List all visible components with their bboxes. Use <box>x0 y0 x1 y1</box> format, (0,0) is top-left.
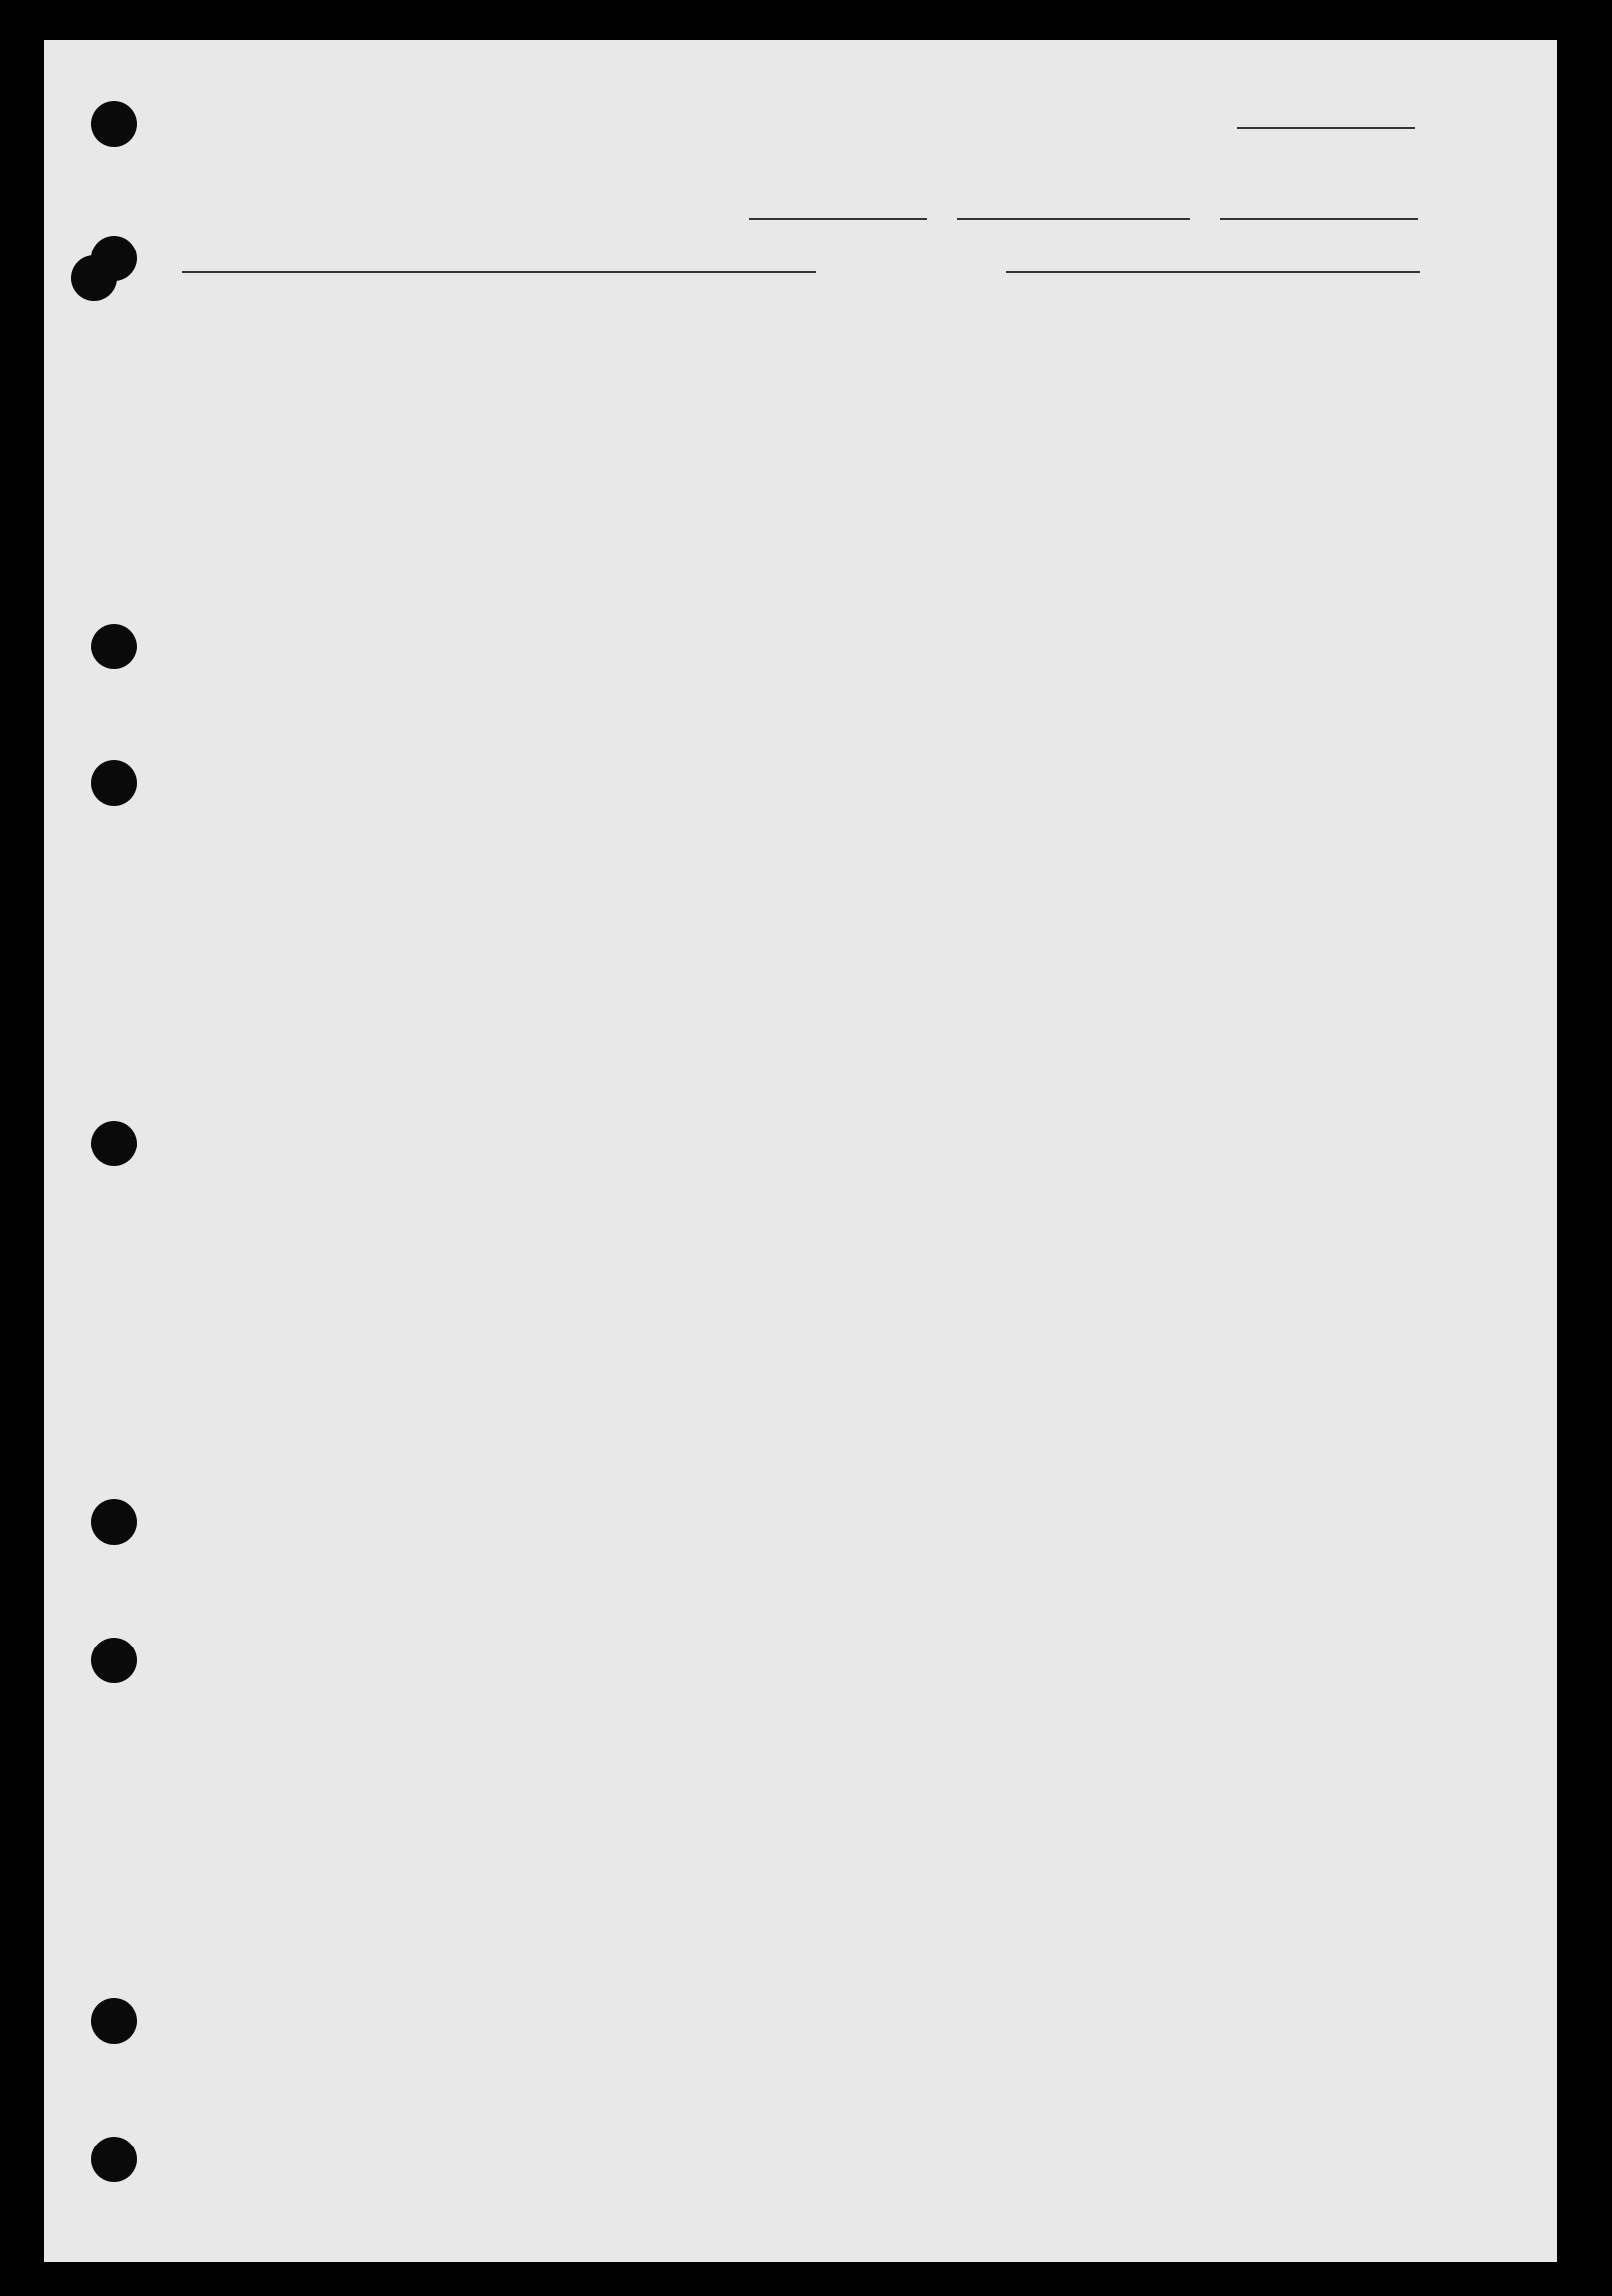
manifest-grid <box>44 40 1557 2262</box>
manifest-page <box>44 40 1557 2262</box>
